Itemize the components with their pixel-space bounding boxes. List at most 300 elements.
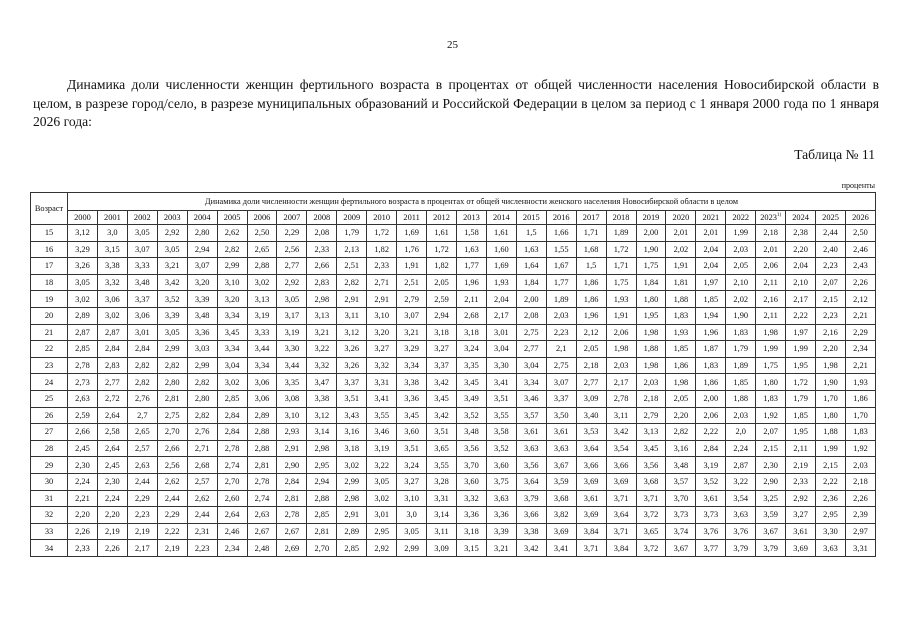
value-cell: 2,20 bbox=[68, 507, 98, 524]
value-cell: 3,51 bbox=[427, 424, 457, 441]
value-cell: 3,61 bbox=[786, 523, 816, 540]
value-cell: 2,92 bbox=[277, 274, 307, 291]
value-cell: 2,82 bbox=[187, 374, 217, 391]
value-cell: 2,06 bbox=[756, 258, 786, 275]
value-cell: 3,21 bbox=[157, 258, 187, 275]
value-cell: 3,27 bbox=[397, 473, 427, 490]
value-cell: 3,43 bbox=[337, 407, 367, 424]
value-cell: 3,16 bbox=[337, 424, 367, 441]
value-cell: 3,66 bbox=[606, 457, 636, 474]
age-cell: 22 bbox=[31, 341, 68, 358]
value-cell: 2,21 bbox=[845, 307, 875, 324]
value-cell: 1,97 bbox=[696, 274, 726, 291]
value-cell: 2,17 bbox=[486, 307, 516, 324]
value-cell: 2,63 bbox=[127, 457, 157, 474]
value-cell: 2,03 bbox=[726, 241, 756, 258]
age-column-header: Возраст bbox=[31, 193, 68, 225]
value-cell: 1,64 bbox=[516, 258, 546, 275]
value-cell: 3,17 bbox=[277, 307, 307, 324]
value-cell: 2,24 bbox=[68, 473, 98, 490]
value-cell: 3,16 bbox=[666, 440, 696, 457]
age-cell: 16 bbox=[31, 241, 68, 258]
value-cell: 1,92 bbox=[756, 407, 786, 424]
value-cell: 2,99 bbox=[187, 357, 217, 374]
value-cell: 2,90 bbox=[277, 457, 307, 474]
value-cell: 2,17 bbox=[606, 374, 636, 391]
value-cell: 2,84 bbox=[97, 341, 127, 358]
age-cell: 23 bbox=[31, 357, 68, 374]
value-cell: 3,11 bbox=[337, 307, 367, 324]
value-cell: 3,60 bbox=[397, 424, 427, 441]
value-cell: 3,20 bbox=[187, 274, 217, 291]
year-header bbox=[157, 211, 187, 225]
value-cell: 3,11 bbox=[427, 523, 457, 540]
value-cell: 3,57 bbox=[666, 473, 696, 490]
value-cell: 2,39 bbox=[845, 507, 875, 524]
value-cell: 1,91 bbox=[666, 258, 696, 275]
value-cell: 3,21 bbox=[486, 540, 516, 557]
value-cell: 3,30 bbox=[277, 341, 307, 358]
value-cell: 3,08 bbox=[277, 390, 307, 407]
year-header bbox=[187, 211, 217, 225]
value-cell: 2,01 bbox=[666, 225, 696, 242]
value-cell: 3,06 bbox=[247, 374, 277, 391]
value-cell: 3,02 bbox=[217, 374, 247, 391]
value-cell: 1,71 bbox=[606, 258, 636, 275]
value-cell: 3,55 bbox=[367, 407, 397, 424]
value-cell: 2,23 bbox=[546, 324, 576, 341]
value-cell: 2,19 bbox=[127, 523, 157, 540]
value-cell: 3,49 bbox=[456, 390, 486, 407]
value-cell: 1,83 bbox=[726, 324, 756, 341]
value-cell: 3,36 bbox=[397, 390, 427, 407]
value-cell: 3,20 bbox=[217, 291, 247, 308]
value-cell: 3,34 bbox=[217, 307, 247, 324]
value-cell: 1,63 bbox=[456, 241, 486, 258]
value-cell: 1,99 bbox=[816, 440, 846, 457]
value-cell: 3,41 bbox=[367, 390, 397, 407]
value-cell: 1,94 bbox=[696, 307, 726, 324]
value-cell: 1,95 bbox=[786, 357, 816, 374]
value-cell: 2,7 bbox=[127, 407, 157, 424]
value-cell: 2,98 bbox=[307, 291, 337, 308]
value-cell: 1,90 bbox=[816, 374, 846, 391]
value-cell: 3,72 bbox=[636, 540, 666, 557]
value-cell: 2,17 bbox=[786, 291, 816, 308]
age-cell: 19 bbox=[31, 291, 68, 308]
value-cell: 3,36 bbox=[187, 324, 217, 341]
value-cell: 3,30 bbox=[816, 523, 846, 540]
value-cell: 2,99 bbox=[337, 473, 367, 490]
year-label: 2013 bbox=[463, 213, 480, 222]
value-cell: 3,14 bbox=[427, 507, 457, 524]
value-cell: 3,76 bbox=[696, 523, 726, 540]
value-cell: 3,19 bbox=[277, 324, 307, 341]
value-cell: 1,61 bbox=[486, 225, 516, 242]
value-cell: 3,64 bbox=[606, 507, 636, 524]
year-header bbox=[786, 211, 816, 225]
value-cell: 2,07 bbox=[756, 424, 786, 441]
value-cell: 2,73 bbox=[68, 374, 98, 391]
value-cell: 3,10 bbox=[217, 274, 247, 291]
year-header bbox=[97, 211, 127, 225]
value-cell: 2,46 bbox=[217, 523, 247, 540]
value-cell: 3,36 bbox=[456, 507, 486, 524]
value-cell: 1,89 bbox=[726, 357, 756, 374]
value-cell: 3,66 bbox=[576, 457, 606, 474]
group-column-header: Динамика доли численности женщин фертильного возраста в процентах от общей численности женского населения Новосибирской области в целом bbox=[68, 193, 876, 211]
value-cell: 3,18 bbox=[456, 523, 486, 540]
value-cell: 2,62 bbox=[217, 225, 247, 242]
value-cell: 2,69 bbox=[277, 540, 307, 557]
value-cell: 2,00 bbox=[696, 390, 726, 407]
value-cell: 2,97 bbox=[845, 523, 875, 540]
year-header bbox=[816, 211, 846, 225]
value-cell: 2,08 bbox=[516, 307, 546, 324]
value-cell: 2,11 bbox=[456, 291, 486, 308]
year-label: 2016 bbox=[552, 213, 570, 222]
value-cell: 2,74 bbox=[247, 490, 277, 507]
value-cell: 1,66 bbox=[546, 225, 576, 242]
value-cell: 2,30 bbox=[68, 457, 98, 474]
table-row bbox=[31, 490, 876, 507]
year-header bbox=[516, 211, 546, 225]
value-cell: 2,85 bbox=[68, 341, 98, 358]
year-header bbox=[576, 211, 606, 225]
value-cell: 3,44 bbox=[277, 357, 307, 374]
value-cell: 1,75 bbox=[636, 258, 666, 275]
year-label: 2007 bbox=[283, 213, 301, 222]
value-cell: 3,05 bbox=[367, 473, 397, 490]
value-cell: 3,35 bbox=[277, 374, 307, 391]
value-cell: 1,90 bbox=[636, 241, 666, 258]
value-cell: 2,45 bbox=[68, 440, 98, 457]
value-cell: 2,84 bbox=[217, 424, 247, 441]
value-cell: 2,31 bbox=[187, 523, 217, 540]
value-cell: 2,95 bbox=[367, 523, 397, 540]
value-cell: 2,77 bbox=[97, 374, 127, 391]
value-cell: 3,45 bbox=[397, 407, 427, 424]
value-cell: 1,93 bbox=[486, 274, 516, 291]
value-cell: 2,76 bbox=[127, 390, 157, 407]
value-cell: 3,69 bbox=[786, 540, 816, 557]
value-cell: 3,39 bbox=[157, 307, 187, 324]
value-cell: 2,13 bbox=[337, 241, 367, 258]
value-cell: 2,10 bbox=[726, 274, 756, 291]
value-cell: 2,00 bbox=[636, 225, 666, 242]
value-cell: 2,88 bbox=[247, 440, 277, 457]
value-cell: 1,75 bbox=[756, 357, 786, 374]
value-cell: 2,74 bbox=[217, 457, 247, 474]
table-row bbox=[31, 341, 876, 358]
value-cell: 2,75 bbox=[157, 407, 187, 424]
value-cell: 2,29 bbox=[277, 225, 307, 242]
year-header bbox=[397, 211, 427, 225]
value-cell: 2,88 bbox=[247, 258, 277, 275]
value-cell: 1,86 bbox=[576, 274, 606, 291]
value-cell: 3,79 bbox=[756, 540, 786, 557]
value-cell: 3,63 bbox=[546, 440, 576, 457]
value-cell: 3,67 bbox=[666, 540, 696, 557]
value-cell: 3,45 bbox=[456, 374, 486, 391]
value-cell: 2,18 bbox=[576, 357, 606, 374]
value-cell: 2,81 bbox=[277, 490, 307, 507]
value-cell: 2,11 bbox=[756, 307, 786, 324]
value-cell: 2,95 bbox=[307, 457, 337, 474]
value-cell: 3,73 bbox=[666, 507, 696, 524]
value-cell: 1,96 bbox=[456, 274, 486, 291]
value-cell: 1,93 bbox=[666, 324, 696, 341]
value-cell: 3,34 bbox=[516, 374, 546, 391]
table-row bbox=[31, 473, 876, 490]
value-cell: 1,83 bbox=[756, 390, 786, 407]
value-cell: 1,77 bbox=[546, 274, 576, 291]
value-cell: 2,87 bbox=[97, 324, 127, 341]
value-cell: 1,98 bbox=[756, 324, 786, 341]
value-cell: 1,93 bbox=[845, 374, 875, 391]
value-cell: 3,79 bbox=[726, 540, 756, 557]
value-cell: 3,34 bbox=[217, 341, 247, 358]
value-cell: 3,71 bbox=[636, 490, 666, 507]
value-cell: 2,00 bbox=[516, 291, 546, 308]
value-cell: 1,95 bbox=[786, 424, 816, 441]
year-header bbox=[636, 211, 666, 225]
value-cell: 2,90 bbox=[756, 473, 786, 490]
value-cell: 1,83 bbox=[666, 307, 696, 324]
table-row bbox=[31, 241, 876, 258]
value-cell: 3,60 bbox=[486, 457, 516, 474]
value-cell: 2,03 bbox=[845, 457, 875, 474]
value-cell: 2,91 bbox=[337, 291, 367, 308]
value-cell: 3,21 bbox=[397, 324, 427, 341]
value-cell: 3,52 bbox=[696, 473, 726, 490]
value-cell: 3,48 bbox=[666, 457, 696, 474]
value-cell: 1,61 bbox=[427, 225, 457, 242]
value-cell: 1,69 bbox=[397, 225, 427, 242]
value-cell: 1,86 bbox=[666, 357, 696, 374]
value-cell: 3,21 bbox=[307, 324, 337, 341]
value-cell: 3,12 bbox=[68, 225, 98, 242]
value-cell: 2,56 bbox=[277, 241, 307, 258]
value-cell: 3,71 bbox=[606, 490, 636, 507]
value-cell: 2,76 bbox=[187, 424, 217, 441]
value-cell: 3,45 bbox=[217, 324, 247, 341]
value-cell: 1,98 bbox=[816, 357, 846, 374]
table-row bbox=[31, 457, 876, 474]
value-cell: 3,71 bbox=[606, 523, 636, 540]
table-row bbox=[31, 424, 876, 441]
value-cell: 1,84 bbox=[516, 274, 546, 291]
value-cell: 3,18 bbox=[456, 324, 486, 341]
units-label: проценты bbox=[841, 181, 875, 190]
value-cell: 3,38 bbox=[307, 390, 337, 407]
value-cell: 2,21 bbox=[68, 490, 98, 507]
value-cell: 1,99 bbox=[726, 225, 756, 242]
year-label: 2020 bbox=[672, 213, 690, 222]
value-cell: 1,79 bbox=[786, 390, 816, 407]
value-cell: 1,98 bbox=[636, 324, 666, 341]
value-cell: 1,81 bbox=[666, 274, 696, 291]
value-cell: 2,05 bbox=[666, 390, 696, 407]
year-label: 2019 bbox=[642, 213, 660, 222]
value-cell: 3,50 bbox=[546, 407, 576, 424]
age-cell: 17 bbox=[31, 258, 68, 275]
value-cell: 2,57 bbox=[127, 440, 157, 457]
value-cell: 3,84 bbox=[576, 523, 606, 540]
value-cell: 1,5 bbox=[576, 258, 606, 275]
value-cell: 1,77 bbox=[456, 258, 486, 275]
value-cell: 3,46 bbox=[516, 390, 546, 407]
fertile-women-share-table bbox=[30, 192, 876, 557]
value-cell: 1,68 bbox=[576, 241, 606, 258]
value-cell: 3,34 bbox=[397, 357, 427, 374]
value-cell: 3,42 bbox=[427, 374, 457, 391]
value-cell: 3,27 bbox=[367, 341, 397, 358]
value-cell: 2,22 bbox=[696, 424, 726, 441]
value-cell: 2,78 bbox=[217, 440, 247, 457]
value-cell: 3,53 bbox=[576, 424, 606, 441]
value-cell: 3,48 bbox=[456, 424, 486, 441]
value-cell: 3,46 bbox=[367, 424, 397, 441]
value-cell: 3,42 bbox=[427, 407, 457, 424]
value-cell: 1,85 bbox=[726, 374, 756, 391]
value-cell: 2,75 bbox=[546, 357, 576, 374]
year-label: 2026 bbox=[852, 213, 869, 222]
value-cell: 1,79 bbox=[337, 225, 367, 242]
value-cell: 3,61 bbox=[516, 424, 546, 441]
value-cell: 1,99 bbox=[786, 341, 816, 358]
value-cell: 1,82 bbox=[427, 258, 457, 275]
value-cell: 3,32 bbox=[97, 274, 127, 291]
value-cell: 2,26 bbox=[845, 490, 875, 507]
value-cell: 3,22 bbox=[367, 457, 397, 474]
value-cell: 3,07 bbox=[187, 258, 217, 275]
value-cell: 2,58 bbox=[97, 424, 127, 441]
value-cell: 2,71 bbox=[187, 440, 217, 457]
table-row bbox=[31, 390, 876, 407]
value-cell: 2,82 bbox=[127, 374, 157, 391]
value-cell: 1,58 bbox=[456, 225, 486, 242]
value-cell: 1,70 bbox=[845, 407, 875, 424]
year-label: 2000 bbox=[74, 213, 91, 222]
value-cell: 3,04 bbox=[217, 357, 247, 374]
value-cell: 3,65 bbox=[636, 523, 666, 540]
value-cell: 3,68 bbox=[546, 490, 576, 507]
value-cell: 2,16 bbox=[816, 324, 846, 341]
value-cell: 2,84 bbox=[217, 407, 247, 424]
table-row bbox=[31, 523, 876, 540]
value-cell: 3,0 bbox=[397, 507, 427, 524]
year-label: 2012 bbox=[433, 213, 450, 222]
value-cell: 2,06 bbox=[696, 407, 726, 424]
value-cell: 2,94 bbox=[427, 307, 457, 324]
value-cell: 2,84 bbox=[127, 341, 157, 358]
value-cell: 2,18 bbox=[636, 390, 666, 407]
age-cell: 28 bbox=[31, 440, 68, 457]
value-cell: 2,33 bbox=[367, 258, 397, 275]
value-cell: 2,43 bbox=[845, 258, 875, 275]
value-cell: 1,98 bbox=[606, 341, 636, 358]
value-cell: 2,44 bbox=[127, 473, 157, 490]
year-label: 2017 bbox=[582, 213, 600, 222]
age-cell: 33 bbox=[31, 523, 68, 540]
year-header bbox=[307, 211, 337, 225]
value-cell: 2,15 bbox=[816, 457, 846, 474]
value-cell: 2,48 bbox=[247, 540, 277, 557]
value-cell: 3,32 bbox=[367, 357, 397, 374]
value-cell: 3,15 bbox=[97, 241, 127, 258]
value-cell: 2,79 bbox=[397, 291, 427, 308]
value-cell: 3,02 bbox=[337, 457, 367, 474]
value-cell: 2,08 bbox=[307, 225, 337, 242]
value-cell: 2,77 bbox=[277, 258, 307, 275]
value-cell: 3,04 bbox=[516, 357, 546, 374]
value-cell: 2,68 bbox=[456, 307, 486, 324]
value-cell: 3,26 bbox=[68, 258, 98, 275]
value-cell: 3,42 bbox=[606, 424, 636, 441]
value-cell: 3,70 bbox=[666, 490, 696, 507]
value-cell: 3,59 bbox=[756, 507, 786, 524]
value-cell: 2,85 bbox=[307, 507, 337, 524]
value-cell: 2,04 bbox=[696, 241, 726, 258]
value-cell: 2,82 bbox=[187, 407, 217, 424]
value-cell: 2,91 bbox=[337, 507, 367, 524]
value-cell: 3,40 bbox=[576, 407, 606, 424]
value-cell: 2,66 bbox=[157, 440, 187, 457]
value-cell: 1,83 bbox=[845, 424, 875, 441]
value-cell: 1,85 bbox=[666, 341, 696, 358]
value-cell: 2,07 bbox=[816, 274, 846, 291]
value-cell: 3,05 bbox=[157, 241, 187, 258]
value-cell: 3,67 bbox=[756, 523, 786, 540]
age-cell: 21 bbox=[31, 324, 68, 341]
value-cell: 3,61 bbox=[576, 490, 606, 507]
value-cell: 2,10 bbox=[786, 274, 816, 291]
value-cell: 3,19 bbox=[247, 307, 277, 324]
value-cell: 3,38 bbox=[516, 523, 546, 540]
value-cell: 1,97 bbox=[786, 324, 816, 341]
value-cell: 3,24 bbox=[397, 457, 427, 474]
value-cell: 2,23 bbox=[816, 258, 846, 275]
value-cell: 3,36 bbox=[486, 507, 516, 524]
value-cell: 3,42 bbox=[157, 274, 187, 291]
value-cell: 1,88 bbox=[726, 390, 756, 407]
year-label: 2006 bbox=[253, 213, 271, 222]
year-header bbox=[726, 211, 756, 225]
year-label: 2003 bbox=[163, 213, 181, 222]
value-cell: 2,70 bbox=[217, 473, 247, 490]
value-cell: 1,99 bbox=[756, 341, 786, 358]
value-cell: 3,01 bbox=[127, 324, 157, 341]
table-row bbox=[31, 357, 876, 374]
value-cell: 2,78 bbox=[606, 390, 636, 407]
value-cell: 3,75 bbox=[486, 473, 516, 490]
value-cell: 2,98 bbox=[307, 440, 337, 457]
value-cell: 2,94 bbox=[307, 473, 337, 490]
page-number: 25 bbox=[447, 39, 458, 51]
value-cell: 2,03 bbox=[606, 357, 636, 374]
value-cell: 2,75 bbox=[516, 324, 546, 341]
value-cell: 3,32 bbox=[307, 357, 337, 374]
value-cell: 1,80 bbox=[756, 374, 786, 391]
value-cell: 2,01 bbox=[756, 241, 786, 258]
value-cell: 3,82 bbox=[546, 507, 576, 524]
value-cell: 2,93 bbox=[277, 424, 307, 441]
value-cell: 2,20 bbox=[97, 507, 127, 524]
age-cell: 20 bbox=[31, 307, 68, 324]
value-cell: 3,45 bbox=[427, 390, 457, 407]
table-row bbox=[31, 258, 876, 275]
